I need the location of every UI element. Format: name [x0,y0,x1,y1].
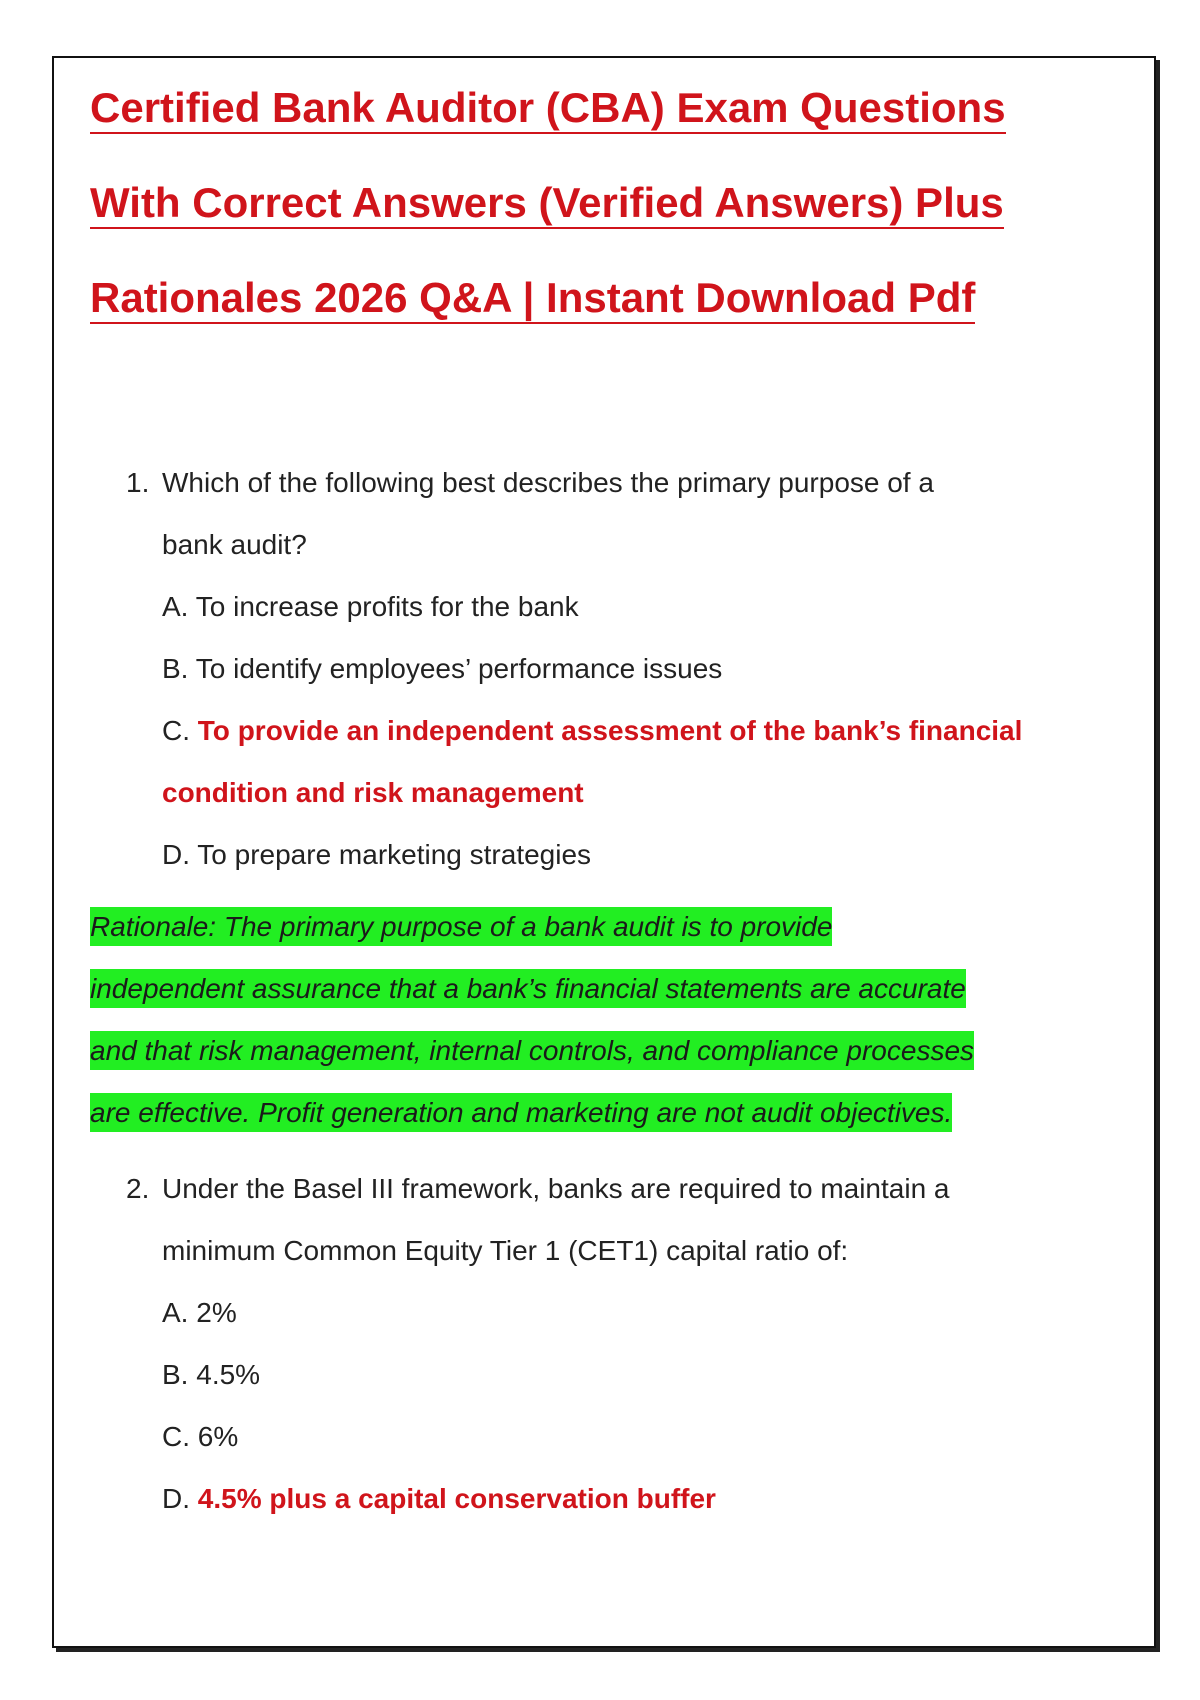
option-letter: D. [162,839,190,870]
option-letter: C. [162,715,190,746]
question-stem-line: minimum Common Equity Tier 1 (CET1) capital ratio of: [162,1235,849,1266]
question-number: 2. [126,1173,150,1204]
question-stem-line: bank audit? [162,529,307,560]
correct-answer-text: 4.5% plus a capital conservation buffer [197,1483,716,1514]
option-b [90,1344,1050,1406]
option-c [90,1406,1050,1468]
option-letter: A. [162,591,189,622]
correct-answer-text: To provide an independent assessment of the bank’s financial [197,715,1023,746]
option-text: To identify employees’ performance issues [195,653,723,684]
question-stem-line: Under the Basel III framework, banks are required to maintain a [162,1173,950,1204]
question-2 [90,1158,1050,1530]
option-letter: B. [162,653,189,684]
title-line: Rationales 2026 Q&A | Instant Download Pdf [90,276,975,324]
option-text: To prepare marketing strategies [197,839,592,870]
rationale [90,896,1050,1144]
rationale-line: independent assurance that a bank’s financial statements are accurate [90,969,966,1008]
correct-answer-text: condition and risk management [162,777,584,808]
option-a [90,1282,1050,1344]
option-c-continuation [90,762,1050,824]
option-text: 6% [197,1421,239,1452]
option-text: 4.5% [196,1359,261,1390]
option-b [90,638,1050,700]
question-stem-line: Which of the following best describes the primary purpose of a [162,467,934,498]
question-stem [90,452,1050,514]
option-d [90,824,1050,886]
question-stem [90,1158,1050,1220]
title-line: With Correct Answers (Verified Answers) Plus [90,181,1004,229]
option-c-correct [90,700,1050,762]
option-letter: D. [162,1483,190,1514]
question-list [90,452,1050,1530]
option-text: To increase profits for the bank [195,591,579,622]
rationale-line: Rationale: The primary purpose of a bank audit is to provide [90,907,832,946]
document-title [90,86,1020,371]
option-text: 2% [196,1297,237,1328]
option-letter: B. [162,1359,189,1390]
option-letter: C. [162,1421,190,1452]
rationale-line: and that risk management, internal controls, and compliance processes [90,1031,974,1070]
option-a [90,576,1050,638]
option-d-correct [90,1468,1050,1530]
question-number: 1. [126,467,150,498]
rationale-line: are effective. Profit generation and marketing are not audit objectives. [90,1093,952,1132]
title-line: Certified Bank Auditor (CBA) Exam Questions [90,86,1006,134]
question-1 [90,452,1050,1144]
option-letter: A. [162,1297,189,1328]
